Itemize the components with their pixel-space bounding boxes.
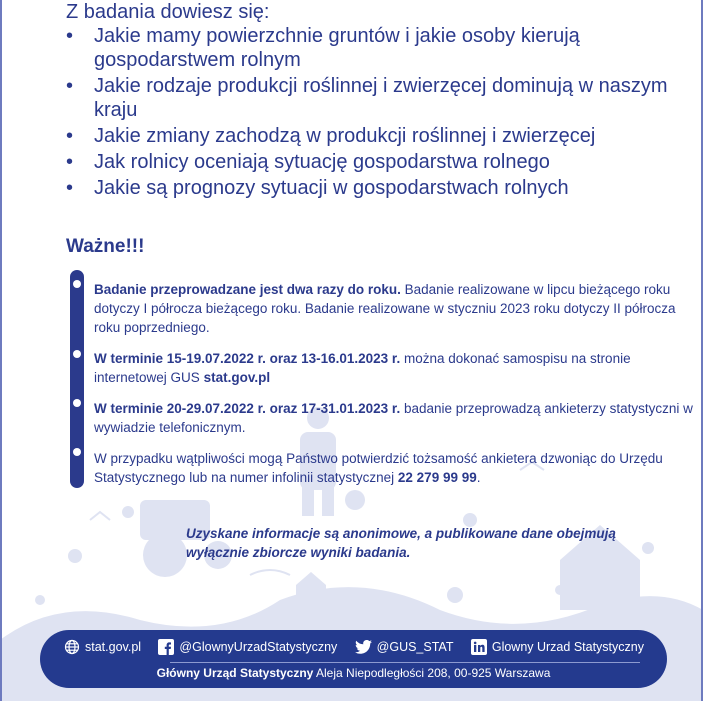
bullet: • xyxy=(66,177,74,199)
timeline-dot xyxy=(73,280,81,288)
bullet: • xyxy=(66,25,74,47)
globe-icon xyxy=(64,639,80,655)
page-frame-left xyxy=(0,0,2,701)
timeline-dot xyxy=(73,350,81,358)
footer-address: Główny Urząd Statystyczny Aleja Niepodległości 208, 00-925 Warszawa xyxy=(156,666,551,680)
footer-divider xyxy=(170,662,640,663)
list-item: • Jak rolnicy oceniają sytuację gospodarstwa rolnego xyxy=(66,151,550,173)
bullet: • xyxy=(66,75,74,97)
important-notes xyxy=(94,280,694,499)
bullet: • xyxy=(66,151,74,173)
intro-heading: Z badania dowiesz się: xyxy=(66,1,270,23)
facebook-icon xyxy=(158,639,174,655)
important-heading: Ważne!!! xyxy=(66,236,145,257)
twitter-link[interactable]: @GUS_STAT xyxy=(355,640,454,654)
list-item: • Jakie są prognozy sytuacji w gospodarstwach rolnych xyxy=(66,177,569,199)
timeline-dot xyxy=(73,399,81,407)
bullet: • xyxy=(66,125,74,147)
note-item: Badanie przeprowadzane jest dwa razy do roku. Badanie realizowane w lipcu bieżącego roku dotyczy I półrocza bieżącego roku. Badanie realizowane w styczniu 2023 roku dotyczy II półrocza roku poprzedniego. xyxy=(94,282,676,335)
notes-timeline-bar xyxy=(70,270,84,488)
footer-contacts xyxy=(64,636,644,658)
list-item: • Jakie zmiany zachodzą w produkcji roślinnej i zwierzęcej xyxy=(66,125,596,147)
linkedin-link[interactable]: Glowny Urzad Statystyczny xyxy=(471,639,644,655)
note-item: W przypadku wątpliwości mogą Państwo potwierdzić tożsamość ankietera dzwoniąc do Urzędu Statystycznego lub na numer infolinii statystycznej 22 279 99 99. xyxy=(94,451,663,485)
website-link[interactable]: stat.gov.pl xyxy=(64,639,141,655)
facebook-link[interactable]: @GlownyUrzadStatystyczny xyxy=(158,639,337,655)
list-item: • Jakie rodzaje produkcji roślinnej i zwierzęcej dominują w naszym kraju xyxy=(66,75,668,121)
anonymity-note: Uzyskane informacje są anonimowe, a publikowane dane obejmują wyłącznie zbiorcze wyniki badania. xyxy=(186,525,616,560)
list-item: • Jakie mamy powierzchnie gruntów i jakie osoby kierują gospodarstwem rolnym xyxy=(66,25,580,71)
intro-section xyxy=(66,0,686,200)
timeline-dot xyxy=(73,448,81,456)
footer-bar xyxy=(40,630,667,688)
note-item: W terminie 20-29.07.2022 r. oraz 17-31.01.2023 r. badanie przeprowadzą ankieterzy statystyczni w wywiadzie telefonicznym. xyxy=(94,401,693,435)
linkedin-icon xyxy=(471,639,487,655)
note-item: W terminie 15-19.07.2022 r. oraz 13-16.01.2023 r. można dokonać samospisu na stronie internetowej GUS stat.gov.pl xyxy=(94,351,631,385)
twitter-icon xyxy=(355,640,372,654)
intro-list xyxy=(66,24,686,200)
